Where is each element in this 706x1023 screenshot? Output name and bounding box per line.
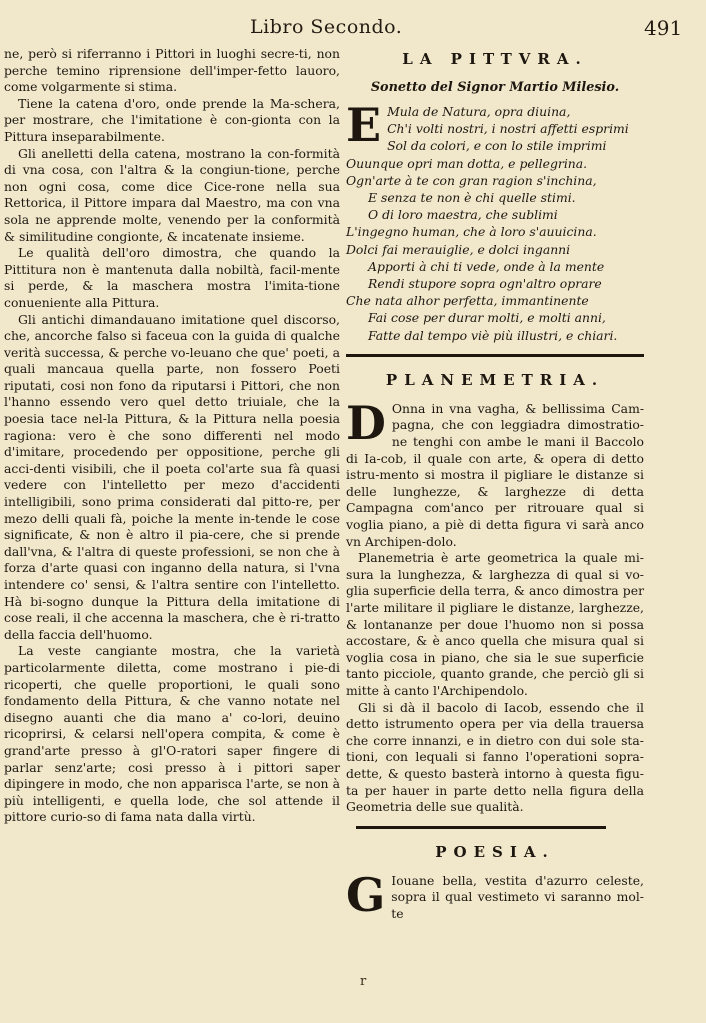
left-paragraph: ne, però si riferranno i Pittori in luoghi secre-ti, non perche temino riprensione dell'imper-fetto lauoro, come volgarmente si stima.: [4, 46, 340, 95]
sonnet-line: Fai cose per durar molti, e molti anni,: [368, 310, 606, 326]
sonnet-line: Apporti à chi ti vede, onde à la mente: [368, 258, 605, 274]
left-paragraph: Tiene la catena d'oro, onde prende la Ma-schera, per mostrare, che l'imitatione è con-gionta con la Pittura inseparabilmente.: [4, 95, 340, 144]
sonnet-line: Sol da colori, e con lo stile imprimi: [387, 138, 607, 154]
sonnet: [346, 98, 644, 344]
sonnet-line: Mula de Natura, opra diuina,: [387, 104, 571, 119]
trailing-mark: r: [360, 974, 367, 989]
section-divider: [346, 354, 644, 357]
running-head: Libro Secondo.: [250, 16, 403, 38]
planimetria-dropcap: D: [346, 395, 386, 450]
page-header: [0, 10, 706, 40]
sonnet-line: L'ingegno human, che à loro s'auuicina.: [346, 224, 597, 240]
poesia-title: POESIA.: [435, 842, 555, 861]
sonnet-line: Dolci fai merauiglie, e dolci inganni: [346, 241, 571, 257]
page-number: 491: [644, 16, 683, 40]
sonnet-dropcap: E: [346, 98, 382, 152]
planimetria-paragraph: Gli si dà il bacolo di Iacob, essendo che il detto istrumento opera per via della trauersa che corre innanzi, e in dietro con dui sole sta-tioni, con lequali si fanno l'operationi sopra-dette, & questo basterà intorno à questa figu-ta per hauer in parte detto nella figura della Geometria delle sue qualità.: [346, 699, 644, 815]
left-paragraph: Gli antichi dimandauano imitatione quel discorso, che, ancorche falso si faceua con la guida di qualche verità successa, & perche vo-leuano che que' poeti, a quali mancaua quella parte, non fossero Poeti riputati, cosi non fono da riputarsi i Pittori, che non l'hanno essendo vero quel detto triuiale, che la poesia tace nel-la Pittura, & la Pittura nella poesia ragiona: vero è che sono differenti nel modo d'imitare, procedendo per oppositione, perche gli acci-denti visibili, che il poeta col'arte sua fà quasi vedere con l'intelletto per mezo d'accidenti intelligibili, sono prima considerati dal pitto-re, per mezo delli quali fà, poiche la mente in-tende le cose significate, & non è altro il pia-cere, che si prende dall'vna, & l'altra di queste professioni, se non che à forza d'arte quasi con inganno della natura, si l'vna intendere co' sensi, & l'altra sentire con l'intelletto. Hà bi-sogno dunque la Pittura della imitatione di cose reali, il che accenna la maschera, che è ri-tratto della faccia dell'huomo.: [4, 311, 340, 642]
left-paragraph: Gli anelletti della catena, mostrano la con-formità di vna cosa, con l'altra & la congiun-tione, perche non ogni cosa, come dice Cice-rone nella sua Rettorica, il Pittore impara dal Maestro, ma con vna sola ne apprende molte, venendo per la conformità & similitudine congionte, & incatenate insieme.: [4, 145, 340, 244]
section-divider: [356, 826, 606, 829]
right-column: [346, 46, 644, 922]
planimetria-title: PLANEMETRIA.: [385, 370, 605, 389]
poesia-text: [346, 867, 644, 923]
left-paragraph: Le qualità dell'oro dimostra, che quando la Pittitura non è mantenuta dalla nobiltà, facil-mente si perde, & la maschera mostra l'imita-tione conueniente alla Pittura.: [4, 245, 340, 310]
pittura-title: LA PITTVRA.: [402, 50, 588, 68]
sonnet-line: Che nata alhor perfetta, immantinente: [346, 293, 589, 309]
left-paragraph: La veste cangiante mostra, che la varietà particolarmente diletta, come mostrano i pie-di ricoperti, che quelle proportioni, le quali sono fondamento della Pittura, & che vanno notate nel disegno auanti che dia mano a' co-lori, deuino ricoprirsi, & celarsi nell'opera compita, & come è grand'arte presso à gl'O-ratori saper fingere di parlar senz'arte; cosi presso à i pittori saper dipingere in modo, che non apparisca l'arte, se non à più intelligenti, e quella lode, che sol attende il pittore curio-so di fama nata dalla virtù.: [4, 643, 340, 825]
left-column: [4, 46, 340, 826]
sonnet-line: Fatte dal tempo viè più illustri, e chiari.: [368, 327, 618, 343]
planimetria-text: [346, 395, 644, 816]
sonnet-line: Ch'i volti nostri, i nostri affetti esprimi: [387, 121, 629, 137]
sonnet-line: Rendi stupore sopra ogn'altro oprare: [368, 276, 602, 292]
sonnet-line: Ouunque opri man dotta, e pellegrina.: [346, 155, 588, 171]
sonnet-line: E senza te non è chi quelle stimi.: [368, 190, 576, 206]
poesia-paragraph: Iouane bella, vestita d'azurro celeste, sopra il qual vestimeto vi saranno mol-te: [391, 872, 644, 921]
poesia-dropcap: G: [346, 867, 386, 922]
sonnet-line: Ogn'arte à te con gran ragion s'inchina,: [346, 172, 597, 188]
sonnet-line: O di loro maestra, che sublimi: [368, 207, 558, 223]
sonnet-heading: Sonetto del Signor Martio Milesio.: [370, 80, 620, 95]
planimetria-paragraph: Planemetria è arte geometrica la quale mi-sura la lunghezza, & larghezza di qual si vo-glia superficie della terra, & anco dimostra per l'arte militare il pigliare le distanze, larghezze, & lontananze per doue l'huomo non si possa accostare, & è anco quella che misura qual si voglia cosa in piano, che sia le sue superficie tanto picciole, quanto grande, che perciò gli si mitte à canto l'Archipendolo.: [346, 550, 644, 698]
planimetria-paragraph: Onna in vna vagha, & bellissima Cam-pagna, che con leggiadra dimostratio-ne tenghi con ambe le mani il Baccolo di Ia-cob, il quale con arte, & opera di detto istru-mento si mostra il pigliare le distanze si delle lunghezze, & larghezze di detta Campagna com'anco per ritrouare qual si voglia piano, a piè di detta figura vi sarà anco vn Archipen-dolo.: [346, 400, 644, 549]
